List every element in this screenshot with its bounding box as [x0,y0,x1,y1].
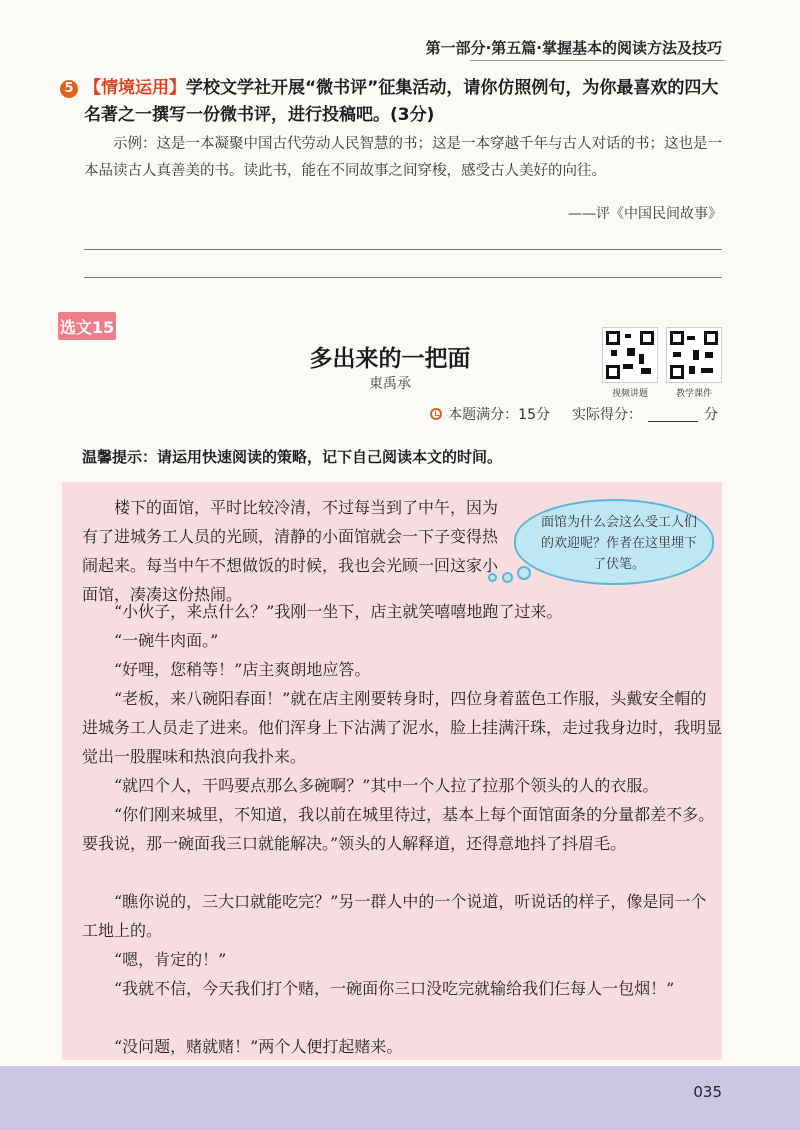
paragraph: “一碗牛肉面。” [114,631,219,650]
paragraph: “老板，来八碗阳春面！”就在店主刚要转身时，四位身着蓝色工作服，头戴安全帽的进城务工人员走了进来。他们浑身上下沾满了泥水，脸上挂满汗珠，走过我身边时，我明显觉出一股腥味和热浪向我扑来。 [82,689,723,766]
paragraph: “小伙子，来点什么？”我刚一坐下，店主就笑嘻嘻地跑了过来。 [114,602,563,621]
thought-bubble [517,566,531,580]
full-score: 本题满分：15分 [448,407,550,423]
score-row [430,404,718,424]
paragraph: “就四个人，干吗要点那么多碗啊？”其中一个人拉了拉那个领头的人的衣服。 [114,776,659,795]
clock-icon [430,408,442,420]
paragraph: 楼下的面馆，平时比较冷清，不过每当到了中午，因为有了进城务工人员的光顾，清静的小面馆就会一下子变得热闹起来。每当中午不想做饭的时候，我也会光顾一回这家小面馆，凑凑这份热闹。 [82,498,499,604]
paragraph: “没问题，赌就赌！”两个人便打起赌来。 [114,1037,403,1056]
actual-score-label: 实际得分： [572,407,642,423]
question-number-badge: 5 [60,80,78,98]
header-rule [470,60,725,61]
question-text: 学校文学社开展“微书评”征集活动，请你仿照例句，为你最喜欢的四大名著之一撰写一份微书评，进行投稿吧。(3分) [84,78,719,125]
qr-label: 视频讲题 [611,389,648,399]
footer-band [0,1066,800,1130]
thought-bubble [502,572,513,583]
passage-author: 東禹承 [369,376,411,392]
page-number: 035 [693,1083,722,1101]
actual-score-blank[interactable] [648,407,698,422]
running-header: 第一部分·第五篇·掌握基本的阅读方法及技巧 [425,39,722,57]
paragraph: “瞧你说的，三大口就能吃完？”另一群人中的一个说道，听说话的样子，像是同一个工地上的。 [82,892,707,940]
answer-line[interactable] [84,277,722,278]
example-text: 示例：这是一本凝聚中国古代劳动人民智慧的书；这是一本穿越千年与古人对话的书；这也是一本品读古人真善美的书。读此书，能在不同故事之间穿梭，感受古人美好的向往。 [84,136,722,179]
reading-tip: 温馨提示：请运用快速阅读的策略，记下自己阅读本文的时间。 [82,448,503,466]
paragraph: “我就不信，今天我们打个赌，一碗面你三口没吃完就输给我们仨每人一包烟！” [114,979,675,998]
example-signature: ——评《中国民间故事》 [568,206,722,222]
passage-tag: 选文15 [58,312,116,340]
question-prompt [84,75,724,129]
paragraph: “你们刚来城里，不知道，我以前在城里待过，基本上每个面馆面条的分量都差不多。要我说，那一碗面我三口就能解决。”领头的人解释道，还得意地抖了抖眉毛。 [82,805,715,853]
qr-code-icon[interactable] [666,327,722,383]
answer-line[interactable] [84,249,722,250]
question-tag: 【情境运用】 [84,78,186,98]
passage-title: 多出来的一把面 [309,346,471,372]
annotation-text: 面馆为什么会这么受工人们的欢迎呢？作者在这里埋下了伏笔。 [540,515,697,572]
paragraph: “好哩，您稍等！”店主爽朗地应答。 [114,660,371,679]
qr-code-icon[interactable] [602,327,658,383]
actual-score-unit: 分 [704,407,718,423]
qr-label: 教学课件 [675,389,712,399]
paragraph: “嗯，肯定的！” [114,950,227,969]
